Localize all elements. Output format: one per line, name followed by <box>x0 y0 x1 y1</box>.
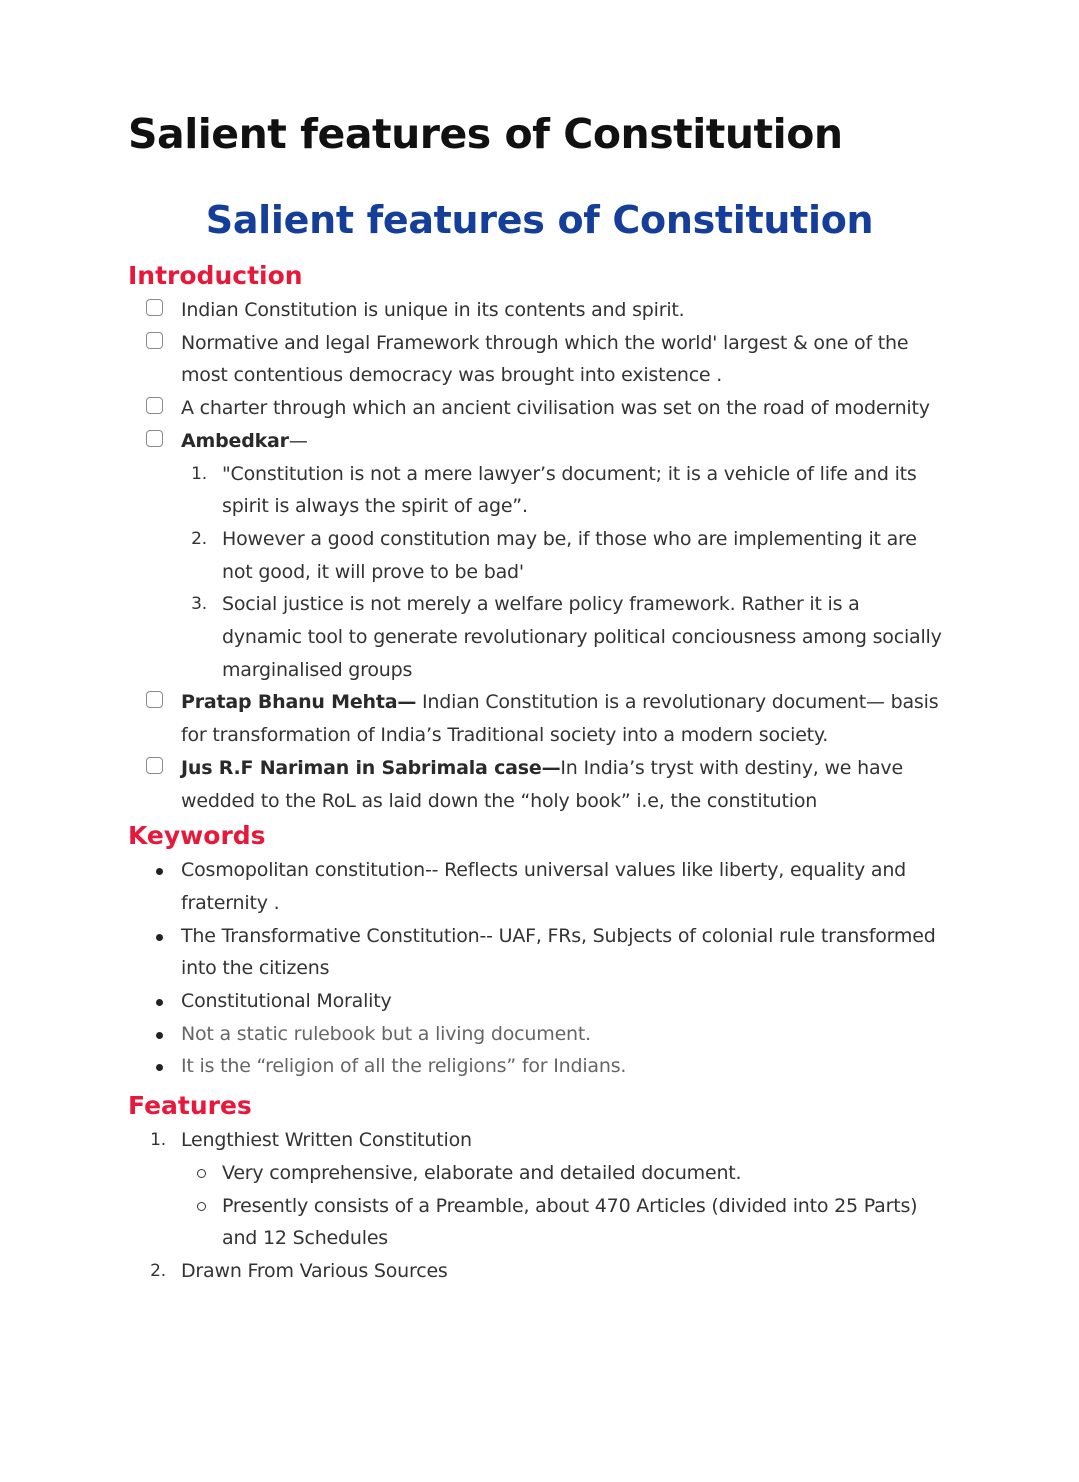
feature-item-text: Drawn From Various Sources <box>181 1259 448 1282</box>
list-number: 1. <box>191 463 207 484</box>
feature-item <box>128 1255 943 1288</box>
list-number: 3. <box>191 594 207 615</box>
list-item-text: The Transformative Constitution-- UAF, FRs, Subjects of colonial rule transformed into the citizens <box>181 924 936 980</box>
feature-item-text: Lengthiest Written Constitution <box>181 1129 472 1152</box>
checkbox[interactable] <box>146 299 163 316</box>
list-item <box>128 985 943 1018</box>
circle-bullet-icon <box>197 1202 206 1211</box>
checklist-item-text: In India’s tryst with destiny, we have wedded to the RoL as laid down the “holy book” i.e, the constitution <box>181 756 903 812</box>
bullet-icon <box>156 1064 163 1071</box>
section-heading-introduction: Introduction <box>128 261 303 290</box>
features-list <box>128 1124 943 1288</box>
main-heading: Salient features of Constitution <box>205 198 874 242</box>
checkbox[interactable] <box>146 397 163 414</box>
ambedkar-quote <box>128 523 943 588</box>
list-item <box>128 1050 943 1083</box>
checklist-item <box>128 752 943 817</box>
checklist-item-text: Indian Constitution is a revolutionary document— basis for transformation of India’s Traditional society into a modern society. <box>181 691 939 747</box>
introduction-checklist <box>128 294 943 817</box>
list-item-text: It is the “religion of all the religions” for Indians. <box>181 1055 627 1078</box>
checklist-item-bold: Ambedkar <box>181 429 289 452</box>
feature-sub-item <box>128 1190 943 1255</box>
checkbox[interactable] <box>146 332 163 349</box>
list-item-text: Cosmopolitan constitution-- Reflects universal values like liberty, equality and fraternity . <box>181 859 907 914</box>
quote-text: Social justice is not merely a welfare policy framework. Rather it is a dynamic tool to generate revolutionary political conciousness among socially marginalised groups <box>222 593 942 681</box>
list-number: 2. <box>150 1260 166 1281</box>
list-number: 2. <box>191 528 207 549</box>
ambedkar-quote <box>128 458 943 523</box>
checkbox[interactable] <box>146 757 163 774</box>
list-item <box>128 1018 943 1051</box>
feature-item <box>128 1124 943 1157</box>
checklist-item-bold: Jus R.F Nariman in Sabrimala case— <box>181 756 561 779</box>
document-content <box>128 258 943 1288</box>
list-item-text: Not a static rulebook but a living document. <box>181 1022 591 1045</box>
checklist-item <box>128 327 943 392</box>
checklist-item-text: Indian Constitution is unique in its contents and spirit. <box>181 299 685 321</box>
list-number: 1. <box>150 1130 166 1151</box>
checklist-item <box>128 294 943 327</box>
bullet-icon <box>156 934 163 941</box>
list-item <box>128 920 943 985</box>
bullet-icon <box>156 999 163 1006</box>
feature-sub-item <box>128 1157 943 1190</box>
section-heading-keywords: Keywords <box>128 821 266 851</box>
checklist-item-text: A charter through which an ancient civilisation was set on the road of modernity <box>181 397 930 420</box>
keywords-list <box>128 854 943 1083</box>
document-title: Salient features of Constitution <box>128 110 843 158</box>
checklist-item-bold: Pratap Bhanu Mehta— <box>181 691 417 714</box>
feature-sub-item-text: Very comprehensive, elaborate and detailed document. <box>222 1161 742 1184</box>
feature-sub-item-text: Presently consists of a Preamble, about 470 Articles (divided into 25 Parts) and 12 Schedules <box>222 1194 918 1250</box>
checklist-item-text: Normative and legal Framework through which the world' largest & one of the most contentious democracy was brought into existence . <box>181 331 909 387</box>
ambedkar-quote <box>128 588 943 686</box>
checklist-item-text: — <box>288 429 308 452</box>
list-item-text: Constitutional Morality <box>181 990 392 1013</box>
list-item <box>128 854 943 919</box>
section-heading-features: Features <box>128 1091 252 1121</box>
bullet-icon <box>156 1032 163 1039</box>
checkbox[interactable] <box>146 430 163 447</box>
checkbox[interactable] <box>146 691 163 708</box>
quote-text: However a good constitution may be, if those who are implementing it are not good, it will prove to be bad' <box>222 527 917 583</box>
bullet-icon <box>156 868 163 875</box>
checklist-item <box>128 392 943 425</box>
circle-bullet-icon <box>197 1169 206 1178</box>
checklist-item-ambedkar <box>128 425 943 458</box>
checklist-item <box>128 686 943 751</box>
quote-text: "Constitution is not a mere lawyer’s document; it is a vehicle of life and its spirit is always the spirit of age”. <box>222 462 917 518</box>
